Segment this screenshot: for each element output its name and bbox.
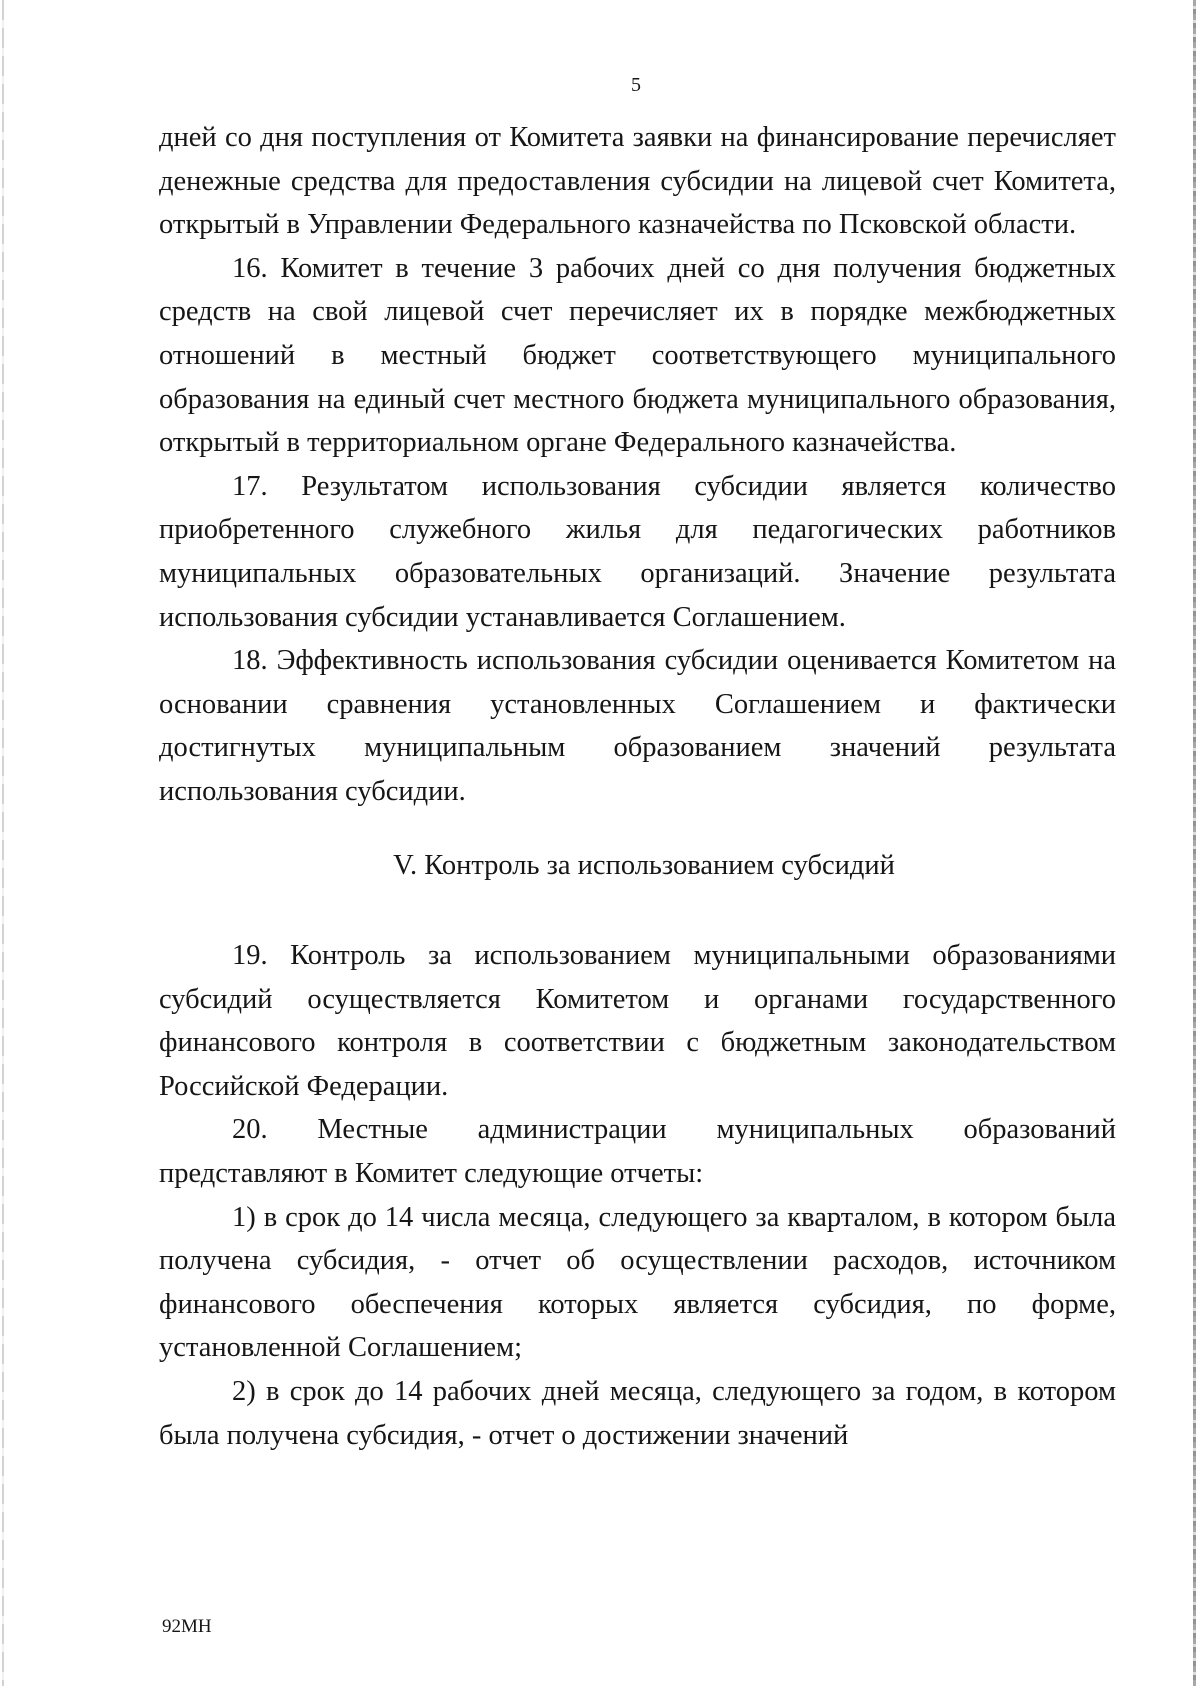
list-item-2: 2) в срок до 14 рабочих дней месяца, следующего за годом, в котором была получена субсидия, - отчет о достижении значений [159, 1376, 1116, 1451]
paragraph-19: 19. Контроль за использованием муниципальными образованиями субсидий осуществляется Комитетом и органами государственного финансового контроля в соответствии с бюджетным законодательством Российской Федерации. [159, 940, 1116, 1102]
scan-edge-right [1193, 0, 1196, 1686]
paragraph-17: 17. Результатом использования субсидии является количество приобретенного служебного жилья для педагогических работников муниципальных образовательных организаций. Значение результата использования субсидии устанавливается Соглашением. [159, 470, 1116, 633]
page-number: 5 [631, 74, 641, 96]
paragraph-16: 16. Комитет в течение 3 рабочих дней со дня получения бюджетных средств на свой лицевой счет перечисляет их в порядке межбюджетных отношений в местный бюджет соответствующего муниципального образования на единый счет местного бюджета муниципального образования, открытый в территориальном органе Федерального казначейства. [159, 252, 1116, 459]
scan-edge-left [2, 0, 4, 1686]
list-item-1: 1) в срок до 14 числа месяца, следующего за кварталом, в котором была получена субсидия, - отчет об осуществлении расходов, источником финансового обеспечения которых является субсидия, по форме, установленной Соглашением; [159, 1201, 1116, 1364]
paragraph-20: 20. Местные администрации муниципальных образований представляют в Комитет следующие отчеты: [159, 1114, 1116, 1190]
paragraph-18: 18. Эффективность использования субсидии оценивается Комитетом на основании сравнения установленных Соглашением и фактически достигнутых муниципальным образованием значений результата использования субсидии. [159, 645, 1116, 807]
section-heading: V. Контроль за использованием субсидий [393, 849, 895, 881]
document-body [159, 116, 1116, 1457]
paragraph-15-continuation: дней со дня поступления от Комитета заявки на финансирование перечисляет денежные средства для предоставления субсидии на лицевой счет Комитета, открытый в Управлении Федерального казначейства по Псковской области. [159, 122, 1116, 241]
footer-code: 92МН [162, 1616, 212, 1637]
